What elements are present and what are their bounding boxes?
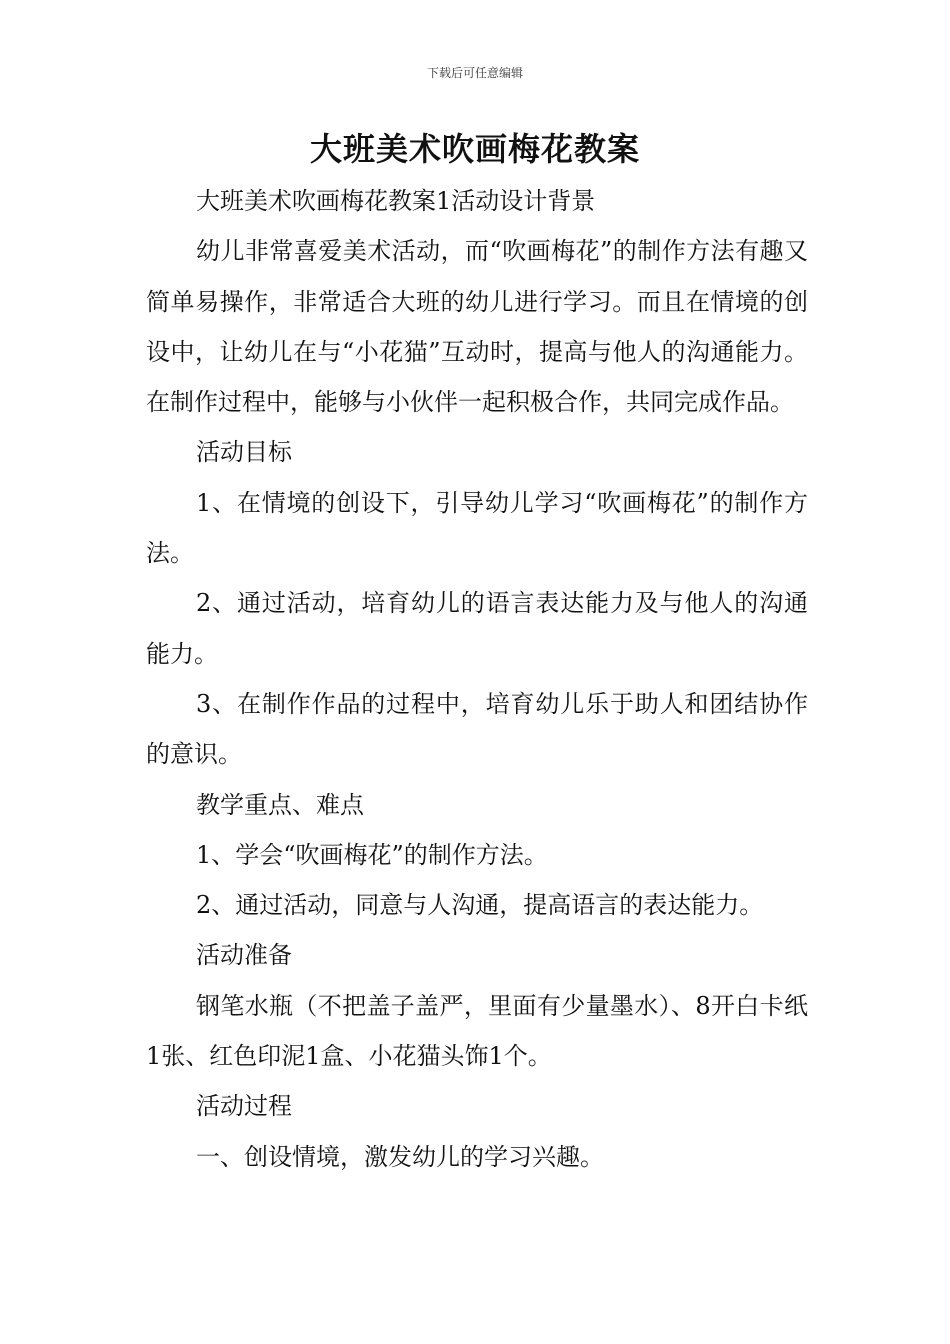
section-heading-process: 活动过程 <box>196 1092 292 1121</box>
section-heading-goals: 活动目标 <box>196 438 292 467</box>
process-step-1: 一、创设情境，激发幼儿的学习兴趣。 <box>196 1142 604 1171</box>
paragraph-intro-heading: 大班美术吹画梅花教案1活动设计背景 <box>196 187 596 215</box>
document-title: 大班美术吹画梅花教案 <box>309 130 640 168</box>
key-point-2: 2、通过活动，同意与人沟通，提高语言的表达能力。 <box>196 891 764 920</box>
paragraph-background: 幼儿非常喜爱美术活动，而“吹画梅花”的制作方法有趣又简单易操作，非常适合大班的幼儿进行学习。而且在情境的创设中，让幼儿在与“小花猫”互动时，提高与他人的沟通能力。在制作过程中，能够与小伙伴一起积极合作，共同完成作品。 <box>146 237 808 417</box>
preparation-list: 钢笔水瓶（不把盖子盖严，里面有少量墨水）、8开白卡纸1张、红色印泥1盒、小花猫头饰1个。 <box>146 991 808 1071</box>
goal-item-3: 3、在制作作品的过程中，培育幼儿乐于助人和团结协作的意识。 <box>146 689 808 769</box>
key-point-1: 1、学会“吹画梅花”的制作方法。 <box>196 840 548 869</box>
header-note: 下载后可任意编辑 <box>426 66 523 80</box>
goal-item-2: 2、通过活动，培育幼儿的语言表达能力及与他人的沟通能力。 <box>146 589 808 668</box>
goal-item-1: 1、在情境的创设下，引导幼儿学习“吹画梅花”的制作方法。 <box>146 488 808 568</box>
section-heading-preparation: 活动准备 <box>196 941 292 970</box>
document-body <box>146 176 808 1182</box>
section-heading-key-points: 教学重点、难点 <box>196 790 364 819</box>
